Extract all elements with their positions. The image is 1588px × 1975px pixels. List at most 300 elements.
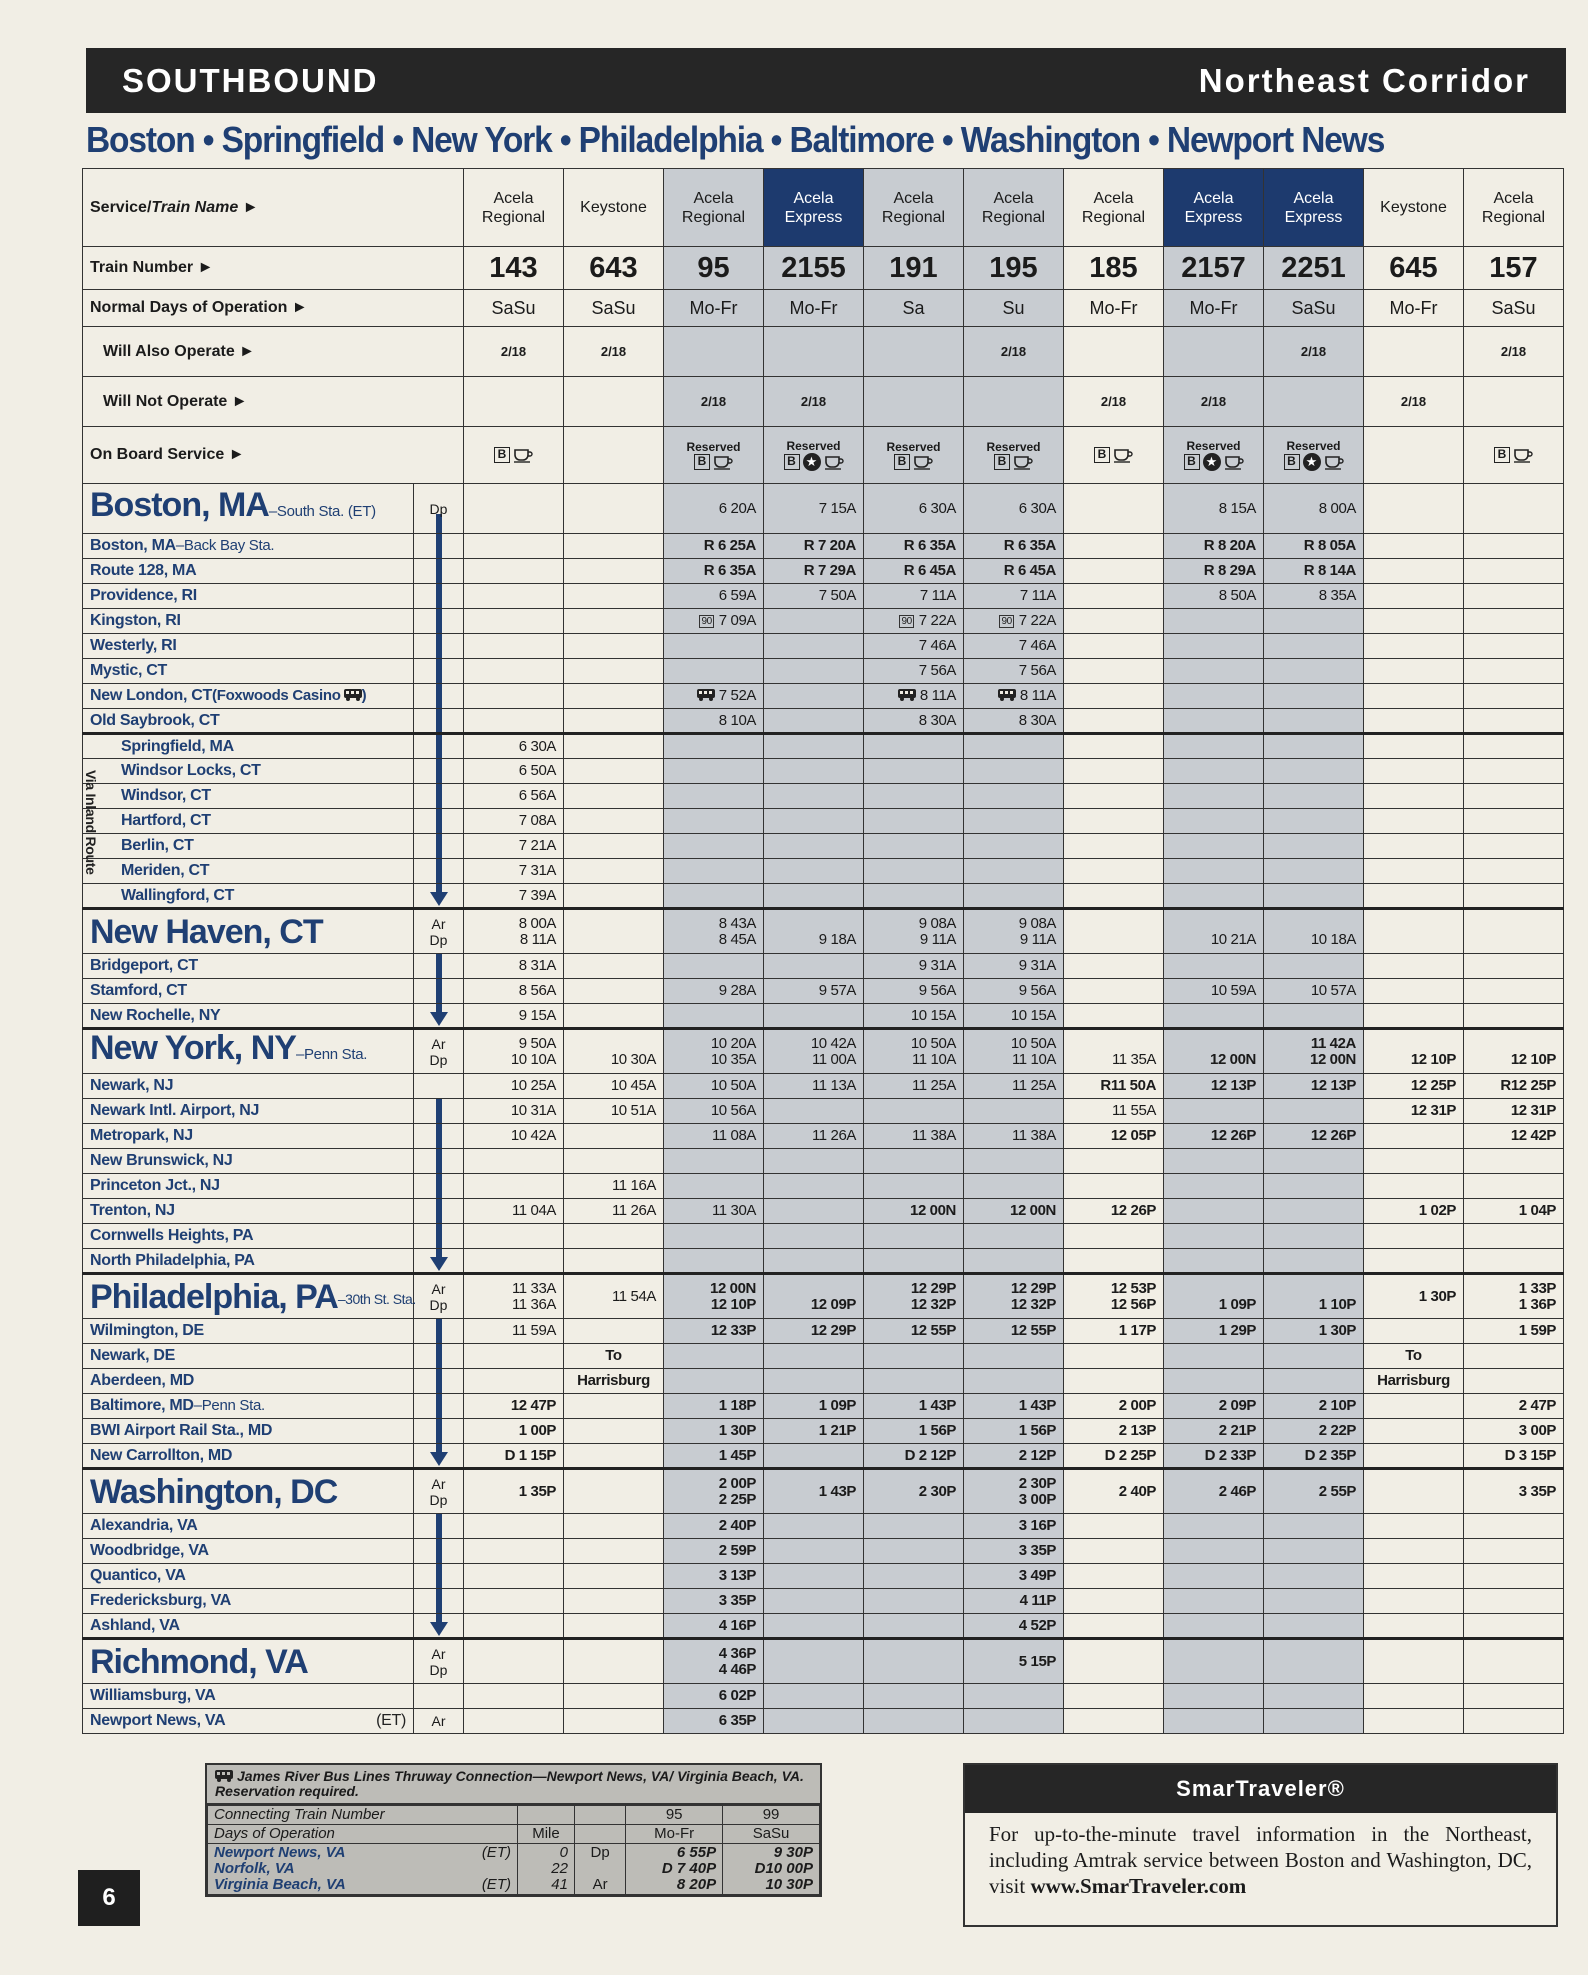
time-cell	[864, 1394, 964, 1419]
time-cell	[1064, 1514, 1164, 1539]
time-value: 10 15A	[910, 1006, 956, 1024]
time-cell	[1064, 559, 1164, 584]
time-cell	[564, 1199, 664, 1224]
time-value: 10 42A 11 00A	[810, 1034, 856, 1068]
station-city: Springfield, MA	[121, 737, 234, 755]
time-value: R 6 25A	[703, 537, 756, 554]
time-cell	[1364, 559, 1464, 584]
station-city: Aberdeen, MD	[90, 1372, 194, 1389]
cafe-icon	[1113, 447, 1133, 463]
time-cell	[1364, 1174, 1464, 1199]
station-city: New Rochelle, NY	[90, 1006, 221, 1024]
time-value: 8 11A	[919, 687, 956, 704]
will-also-operate	[1364, 327, 1464, 377]
time-cell	[1464, 1274, 1564, 1319]
time-cell	[1164, 1199, 1264, 1224]
time-value: To	[1405, 1347, 1422, 1364]
time-cell	[764, 709, 864, 734]
time-cell	[964, 1684, 1064, 1709]
time-cell	[1464, 1589, 1564, 1614]
time-value: 12 42P	[1510, 1127, 1556, 1144]
time-cell	[1264, 1639, 1364, 1684]
time-value: 10 30A	[610, 1050, 656, 1068]
station-city: New Carrollton, MD	[90, 1446, 233, 1464]
station-city: New London, CT	[90, 687, 213, 704]
time-value: 2 30P	[918, 1482, 956, 1500]
station-row	[83, 1709, 1564, 1734]
time-cell	[964, 1614, 1064, 1639]
time-value: 3 35P	[1018, 1542, 1056, 1559]
station-row	[83, 809, 1564, 834]
station-city: Boston, MA	[90, 486, 269, 524]
header-row-not	[83, 377, 1564, 427]
time-value: 10 56A	[710, 1102, 756, 1119]
time-cell	[864, 809, 964, 834]
time-cell	[964, 954, 1064, 979]
time-value: 12 00N	[1010, 1202, 1056, 1219]
time-value: 11 25A	[911, 1077, 956, 1094]
time-cell	[1164, 1004, 1264, 1029]
time-cell	[1364, 909, 1464, 954]
station-detail: –Penn Sta.	[193, 1397, 265, 1414]
station-name	[83, 484, 414, 534]
arrive-depart	[414, 1074, 464, 1099]
reserved-label: Reserved	[786, 438, 841, 453]
business-class-icon: B	[494, 447, 510, 463]
time-cell	[864, 759, 964, 784]
time-value: 12 13P	[1210, 1077, 1256, 1094]
business-class-icon: B	[694, 454, 710, 470]
time-cell	[1364, 1124, 1464, 1149]
time-cell	[464, 634, 564, 659]
time-cell	[1064, 659, 1164, 684]
time-cell	[864, 1614, 964, 1639]
station-detail: (Foxwoods Casino )	[212, 687, 367, 704]
blank	[517, 1806, 574, 1825]
cafe-icon	[1224, 454, 1244, 470]
station-row	[83, 559, 1564, 584]
time-cell	[1064, 1419, 1164, 1444]
station-city: Ashland, VA	[90, 1616, 180, 1634]
station-name	[83, 859, 414, 884]
time-cell	[564, 634, 664, 659]
thruway-connection-box	[205, 1763, 822, 1897]
time-cell	[1464, 1319, 1564, 1344]
time-value: 6 35P	[718, 1712, 756, 1729]
time-cell	[764, 1319, 864, 1344]
time-value: 11 33A 11 36A	[511, 1279, 556, 1313]
cafe-icon	[713, 454, 733, 470]
time-value: 2 46P	[1218, 1482, 1256, 1500]
station-row	[83, 1564, 1564, 1589]
time-cell	[1164, 1684, 1264, 1709]
time-cell	[1264, 1614, 1364, 1639]
bus-icon	[344, 689, 362, 701]
time-cell	[464, 1174, 564, 1199]
station-city: Windsor, CT	[121, 787, 211, 804]
thruway-timezones: (ET) (ET)	[464, 1844, 518, 1895]
time-value: D 1 15P	[504, 1446, 556, 1464]
time-cell	[464, 1539, 564, 1564]
station-city: Hartford, CT	[121, 812, 211, 829]
time-cell	[1264, 1099, 1364, 1124]
days-of-operation: Mo-Fr	[1064, 290, 1164, 327]
time-cell	[1364, 1224, 1464, 1249]
time-cell	[1364, 884, 1464, 909]
service-icons	[1071, 447, 1156, 463]
time-cell	[1364, 584, 1464, 609]
time-cell	[664, 1514, 764, 1539]
time-cell	[1164, 609, 1264, 634]
time-cell	[1264, 809, 1364, 834]
will-also-operate	[864, 327, 964, 377]
time-value: 10 45A	[610, 1077, 656, 1094]
station-city: Alexandria, VA	[90, 1517, 198, 1534]
time-cell	[864, 1029, 964, 1074]
arrive-depart	[414, 1344, 464, 1369]
time-cell	[1264, 954, 1364, 979]
time-value: 7 09A	[718, 612, 756, 629]
service-icons	[771, 453, 856, 471]
smartraveler-link[interactable]: www.SmarTraveler.com	[1030, 1874, 1247, 1898]
time-cell	[564, 884, 664, 909]
time-cell	[564, 1709, 664, 1734]
time-value: 12 26P	[1210, 1127, 1256, 1144]
will-also-operate	[1164, 327, 1264, 377]
station-detail: –30th St. Sta.	[337, 1290, 416, 1307]
train-number: 185	[1064, 247, 1164, 290]
time-cell	[864, 1639, 964, 1684]
service-name: Acela Regional	[1064, 169, 1164, 247]
time-cell	[464, 609, 564, 634]
time-cell	[864, 734, 964, 759]
time-value: 12 13P	[1310, 1077, 1356, 1094]
time-cell	[1464, 759, 1564, 784]
time-value: 2 00P 2 25P	[718, 1474, 756, 1508]
mile-label: Mile	[517, 1825, 574, 1844]
thruway-times: 6 55P D 7 40P 8 20P	[626, 1844, 723, 1895]
time-cell	[1064, 979, 1164, 1004]
time-cell	[464, 759, 564, 784]
station-city: Boston, MA	[90, 537, 176, 554]
station-city: Baltimore, MD	[90, 1397, 194, 1414]
arrive-depart	[414, 1149, 464, 1174]
time-cell	[464, 1274, 564, 1319]
on-board-service	[964, 427, 1064, 484]
time-cell	[1364, 1614, 1464, 1639]
time-cell	[864, 1344, 964, 1369]
time-cell	[1464, 1074, 1564, 1099]
time-cell	[464, 1004, 564, 1029]
station-row	[83, 909, 1564, 954]
time-cell	[564, 734, 664, 759]
station-row	[83, 659, 1564, 684]
time-cell	[1164, 759, 1264, 784]
time-cell	[964, 784, 1064, 809]
time-cell	[764, 1344, 864, 1369]
station-name	[83, 1319, 414, 1344]
will-not-operate	[964, 377, 1064, 427]
station-city: Stamford, CT	[90, 982, 187, 999]
station-name	[83, 759, 414, 784]
time-cell	[564, 1589, 664, 1614]
station-row	[83, 1099, 1564, 1124]
time-cell	[664, 1639, 764, 1684]
time-cell	[464, 1614, 564, 1639]
time-cell	[1464, 1224, 1564, 1249]
arrive-depart	[414, 1684, 464, 1709]
station-city: Trenton, NJ	[90, 1202, 175, 1219]
time-cell	[1464, 609, 1564, 634]
time-value: 7 50A	[818, 587, 856, 604]
time-cell	[664, 909, 764, 954]
station-row	[83, 1149, 1564, 1174]
time-cell	[1064, 584, 1164, 609]
time-cell	[564, 659, 664, 684]
station-city: Wilmington, DE	[90, 1322, 204, 1339]
on-board-service	[1164, 427, 1264, 484]
time-cell	[1164, 1564, 1264, 1589]
time-value: R 6 45A	[1003, 562, 1056, 579]
connecting-train: 95	[626, 1806, 723, 1825]
time-cell	[1164, 584, 1264, 609]
time-cell	[1364, 954, 1464, 979]
station-name	[83, 834, 414, 859]
time-cell	[1364, 1394, 1464, 1419]
time-value: 8 30A	[918, 711, 956, 729]
time-value: 1 56P	[918, 1422, 956, 1439]
time-cell	[464, 1319, 564, 1344]
time-value: 9 08A 9 11A	[918, 914, 956, 948]
time-value: 11 13A	[811, 1077, 856, 1094]
time-cell	[564, 559, 664, 584]
time-cell	[1064, 734, 1164, 759]
arrive-depart	[414, 1514, 464, 1539]
station-name	[83, 884, 414, 909]
time-cell	[1264, 1074, 1364, 1099]
station-name	[83, 1249, 414, 1274]
arrive-depart	[414, 1444, 464, 1469]
smartraveler-text: For up-to-the-minute travel information in the Northeast, including Amtrak service between Boston and Washington, DC, visit	[989, 1822, 1532, 1898]
smartraveler-body	[965, 1813, 1556, 1907]
time-value: 11 26A	[811, 1127, 856, 1144]
first-class-icon: ★	[1203, 453, 1221, 471]
time-value: 7 31A	[518, 862, 556, 879]
label-service: Service/	[90, 198, 152, 216]
station-name	[83, 1514, 414, 1539]
service-name: Acela Regional	[464, 169, 564, 247]
time-cell	[1164, 1589, 1264, 1614]
time-value: 1 04P	[1518, 1202, 1556, 1219]
time-cell	[564, 1149, 664, 1174]
time-cell	[464, 1099, 564, 1124]
time-cell	[764, 834, 864, 859]
time-cell	[764, 784, 864, 809]
time-cell	[1164, 1029, 1264, 1074]
time-cell	[1364, 609, 1464, 634]
time-cell	[664, 1564, 764, 1589]
time-cell	[1164, 684, 1264, 709]
time-value: 10 42A	[510, 1127, 556, 1144]
time-value: 9 18A	[818, 930, 856, 948]
station-name	[83, 1444, 414, 1469]
time-value: 12 33P	[710, 1322, 756, 1339]
time-value: 2 22P	[1318, 1422, 1356, 1439]
time-cell	[1064, 1029, 1164, 1074]
time-cell	[1264, 859, 1364, 884]
time-cell	[1164, 484, 1264, 534]
time-cell	[1264, 1469, 1364, 1514]
time-cell	[964, 1469, 1064, 1514]
time-value: R12 25P	[1500, 1077, 1556, 1094]
will-also-operate: 2/18	[964, 327, 1064, 377]
time-cell	[464, 1684, 564, 1709]
time-cell	[964, 659, 1064, 684]
time-cell	[664, 1074, 764, 1099]
time-cell	[964, 759, 1064, 784]
time-cell	[664, 1319, 764, 1344]
arrive-depart: Dp	[414, 484, 464, 534]
station-name	[83, 784, 414, 809]
time-value: 9 31A	[1018, 957, 1056, 974]
time-value: 7 39A	[518, 886, 556, 904]
time-value: 6 20A	[718, 499, 756, 517]
time-cell	[1064, 809, 1164, 834]
time-cell	[1364, 684, 1464, 709]
time-cell	[1164, 634, 1264, 659]
time-cell	[864, 1684, 964, 1709]
time-cell	[564, 1684, 664, 1709]
time-cell	[464, 1444, 564, 1469]
time-cell	[1464, 1639, 1564, 1684]
time-cell	[664, 809, 764, 834]
time-cell	[1064, 1174, 1164, 1199]
time-cell	[464, 1709, 564, 1734]
time-cell	[964, 1149, 1064, 1174]
station-row	[83, 1539, 1564, 1564]
time-cell	[864, 884, 964, 909]
time-cell	[1064, 1224, 1164, 1249]
days-of-operation: Sa	[864, 290, 964, 327]
time-cell	[1364, 784, 1464, 809]
service-name: Keystone	[1364, 169, 1464, 247]
days-of-operation: SaSu	[1464, 290, 1564, 327]
station-name	[83, 1004, 414, 1029]
station-row	[83, 1174, 1564, 1199]
will-not-operate: 2/18	[1064, 377, 1164, 427]
time-value: 8 43A 8 45A	[718, 914, 756, 948]
connecting-label: Connecting Train Number	[208, 1806, 518, 1825]
time-value: 9 57A	[818, 982, 856, 999]
service-name: Acela Express	[764, 169, 864, 247]
station-name	[83, 809, 414, 834]
time-value: 1 09P	[818, 1397, 856, 1414]
station-city: Newark, DE	[90, 1347, 176, 1364]
station-city: Princeton Jct., NJ	[90, 1177, 220, 1194]
time-cell	[964, 1394, 1064, 1419]
time-cell	[564, 1394, 664, 1419]
station-name	[83, 1029, 414, 1074]
station-city: Mystic, CT	[90, 662, 168, 679]
time-cell	[1064, 1539, 1164, 1564]
time-cell	[564, 484, 664, 534]
reserved-label: Reserved	[1186, 438, 1241, 453]
time-cell	[1364, 534, 1464, 559]
station-detail: –Back Bay Sta.	[175, 537, 275, 554]
time-cell	[664, 1539, 764, 1564]
arrive-depart	[414, 884, 464, 909]
station-row	[83, 1514, 1564, 1539]
station-row	[83, 1029, 1564, 1074]
time-cell	[1464, 484, 1564, 534]
train-number: 195	[964, 247, 1064, 290]
time-cell	[864, 1249, 964, 1274]
time-value: 10 51A	[610, 1102, 656, 1119]
time-cell	[1364, 834, 1464, 859]
time-cell	[1364, 1199, 1464, 1224]
arrive-depart	[414, 784, 464, 809]
time-value: 10 20A 10 35A	[710, 1034, 756, 1068]
station-name	[83, 534, 414, 559]
time-cell	[1464, 1099, 1564, 1124]
time-cell	[864, 1074, 964, 1099]
time-cell	[464, 1199, 564, 1224]
reserved-label: Reserved	[886, 439, 941, 454]
time-cell	[964, 709, 1064, 734]
time-value: 11 42A 12 00N	[1310, 1034, 1356, 1068]
time-cell	[864, 1274, 964, 1319]
time-cell	[764, 534, 864, 559]
station-row	[83, 784, 1564, 809]
time-cell	[664, 1224, 764, 1249]
station-city: Kingston, RI	[90, 612, 181, 629]
arrive-depart	[414, 834, 464, 859]
time-value: 4 11P	[1019, 1592, 1056, 1609]
time-cell	[664, 1369, 764, 1394]
cafe-icon	[1013, 454, 1033, 470]
time-value: 3 13P	[718, 1567, 756, 1584]
arrive-depart	[414, 659, 464, 684]
time-value: 12 29P 12 32P	[910, 1279, 956, 1313]
days-of-operation: Mo-Fr	[764, 290, 864, 327]
time-cell	[464, 1124, 564, 1149]
time-cell	[764, 859, 864, 884]
time-cell	[764, 1444, 864, 1469]
time-cell	[764, 884, 864, 909]
time-cell	[964, 1564, 1064, 1589]
time-cell	[764, 659, 864, 684]
time-cell	[1264, 1124, 1364, 1149]
train-number: 2155	[764, 247, 864, 290]
time-value: 12 26P	[1310, 1127, 1356, 1144]
time-cell	[1164, 1709, 1264, 1734]
time-cell	[964, 1539, 1064, 1564]
time-cell	[1464, 884, 1564, 909]
time-value: 12 53P 12 56P	[1110, 1279, 1156, 1313]
cafe-icon	[1324, 454, 1344, 470]
station-city: BWI Airport Rail Sta., MD	[90, 1422, 273, 1439]
arrive-depart	[414, 634, 464, 659]
time-cell	[464, 684, 564, 709]
time-value: 12 00N 12 10P	[710, 1279, 756, 1313]
time-cell	[864, 659, 964, 684]
time-value: 6 30A	[918, 499, 956, 517]
time-cell	[564, 1344, 664, 1369]
time-value: 11 38A	[911, 1127, 956, 1144]
time-value: R 6 35A	[703, 562, 756, 579]
service-name: Acela Express	[1164, 169, 1264, 247]
station-detail: –South Sta. (ET)	[268, 503, 376, 520]
